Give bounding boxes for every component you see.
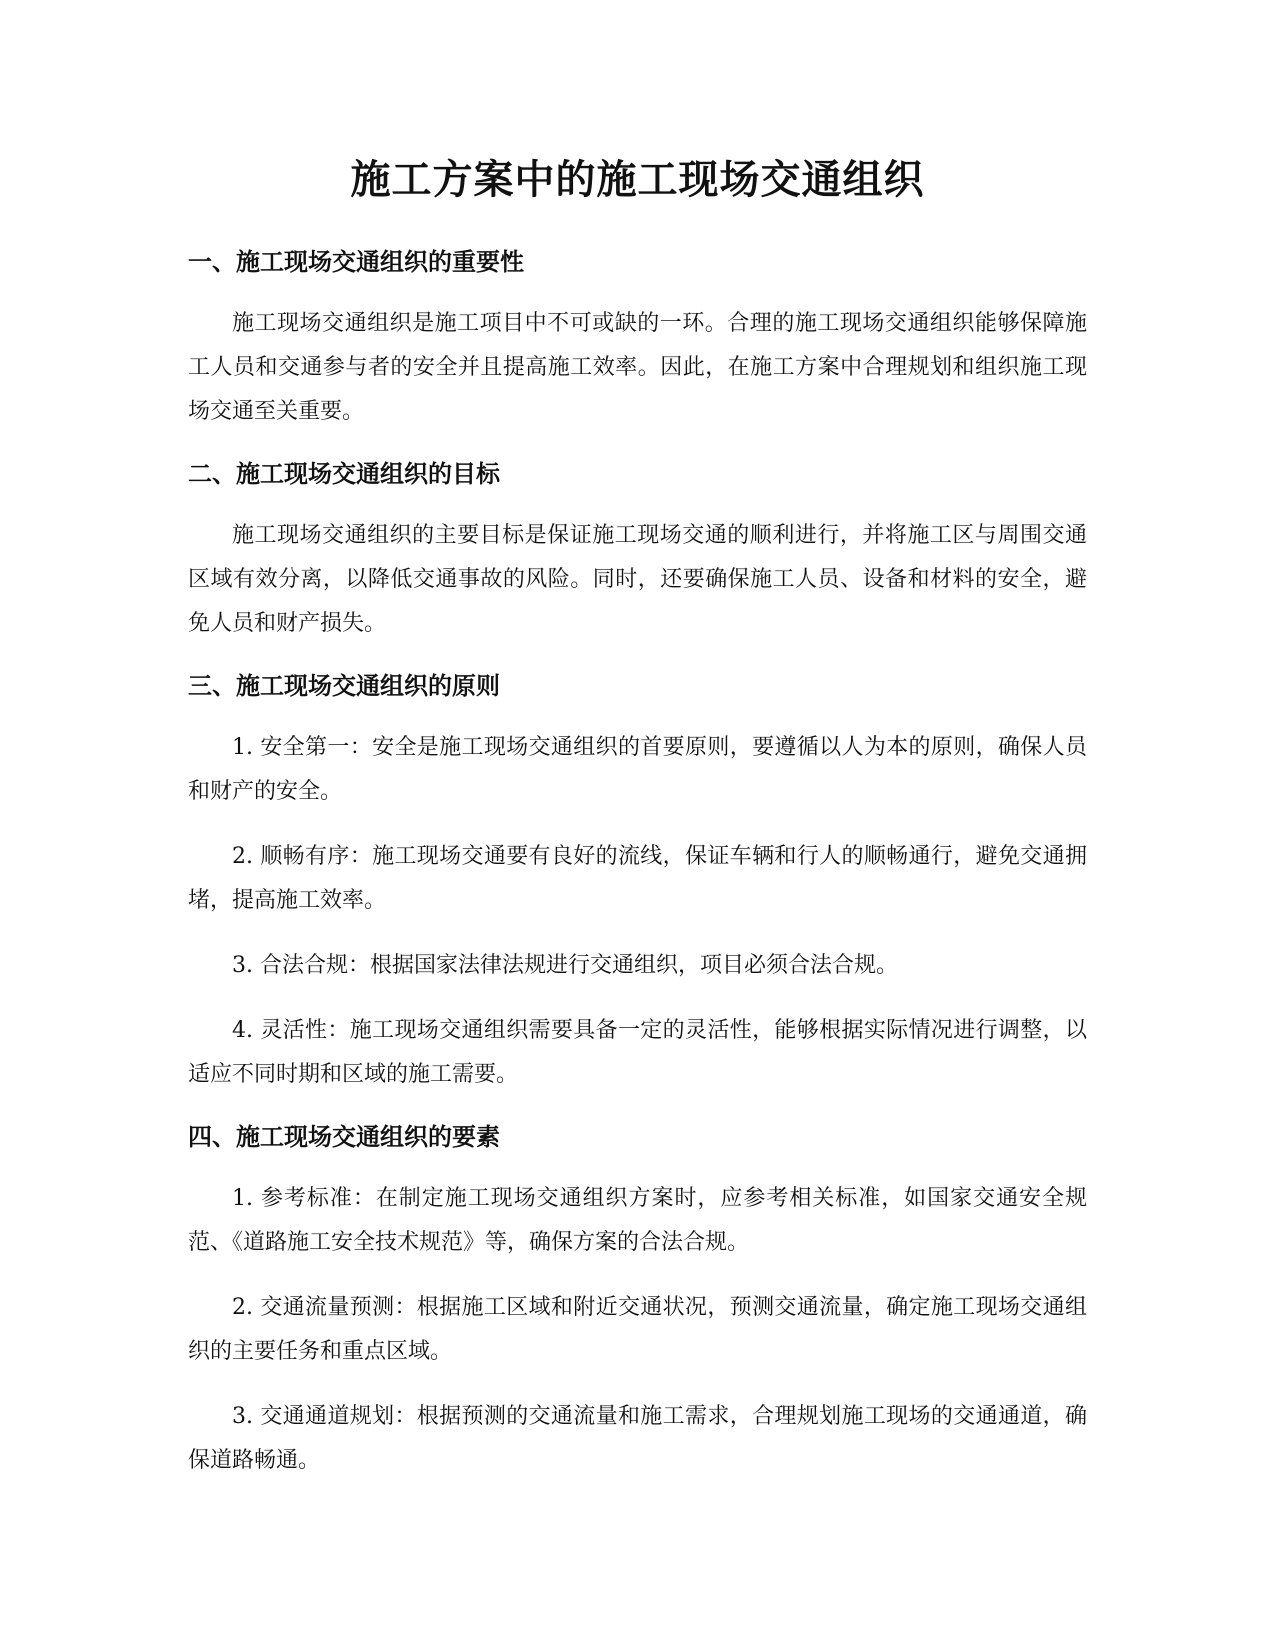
principle-item-3: 3. 合法合规：根据国家法律法规进行交通组织，项目必须合法合规。 [232,953,898,978]
principle-item-2: 2. 顺畅有序：施工现场交通要有良好的流线，保证车辆和行人的顺畅通行，避免交通拥堵，提高施工效率。 [188,844,1087,913]
section-heading: 三、施工现场交通组织的原则 [188,672,500,700]
principle-item-1: 1. 安全第一：安全是施工现场交通组织的首要原则，要遵循以人为本的原则，确保人员和财产的安全。 [188,735,1087,804]
section-importance [188,244,1087,434]
section-paragraph: 施工现场交通组织的主要目标是保证施工现场交通的顺利进行，并将施工区与周围交通区域有效分离，以降低交通事故的风险。同时，还要确保施工人员、设备和材料的安全，避免人员和财产损失。 [188,523,1087,636]
section-heading: 二、施工现场交通组织的目标 [188,460,500,488]
principle-item-4: 4. 灵活性：施工现场交通组织需要具备一定的灵活性，能够根据实际情况进行调整，以适应不同时期和区域的施工需要。 [188,1018,1087,1087]
section-heading: 一、施工现场交通组织的重要性 [188,248,524,276]
section-goals [188,456,1087,646]
element-item-1: 1. 参考标准：在制定施工现场交通组织方案时，应参考相关标准，如国家交通安全规范、《道路施工安全技术规范》等，确保方案的合法合规。 [188,1186,1087,1255]
section-elements [188,1119,1087,1483]
section-principles [188,668,1087,1097]
section-heading: 四、施工现场交通组织的要素 [188,1123,500,1151]
element-item-3: 3. 交通通道规划：根据预测的交通流量和施工需求，合理规划施工现场的交通通道，确保道路畅通。 [188,1404,1087,1473]
document-title: 施工方案中的施工现场交通组织 [350,157,925,203]
element-item-2: 2. 交通流量预测：根据施工区域和附近交通状况，预测交通流量，确定施工现场交通组织的主要任务和重点区域。 [188,1295,1087,1364]
section-paragraph: 施工现场交通组织是施工项目中不可或缺的一环。合理的施工现场交通组织能够保障施工人员和交通参与者的安全并且提高施工效率。因此，在施工方案中合理规划和组织施工现场交通至关重要。 [188,311,1087,424]
